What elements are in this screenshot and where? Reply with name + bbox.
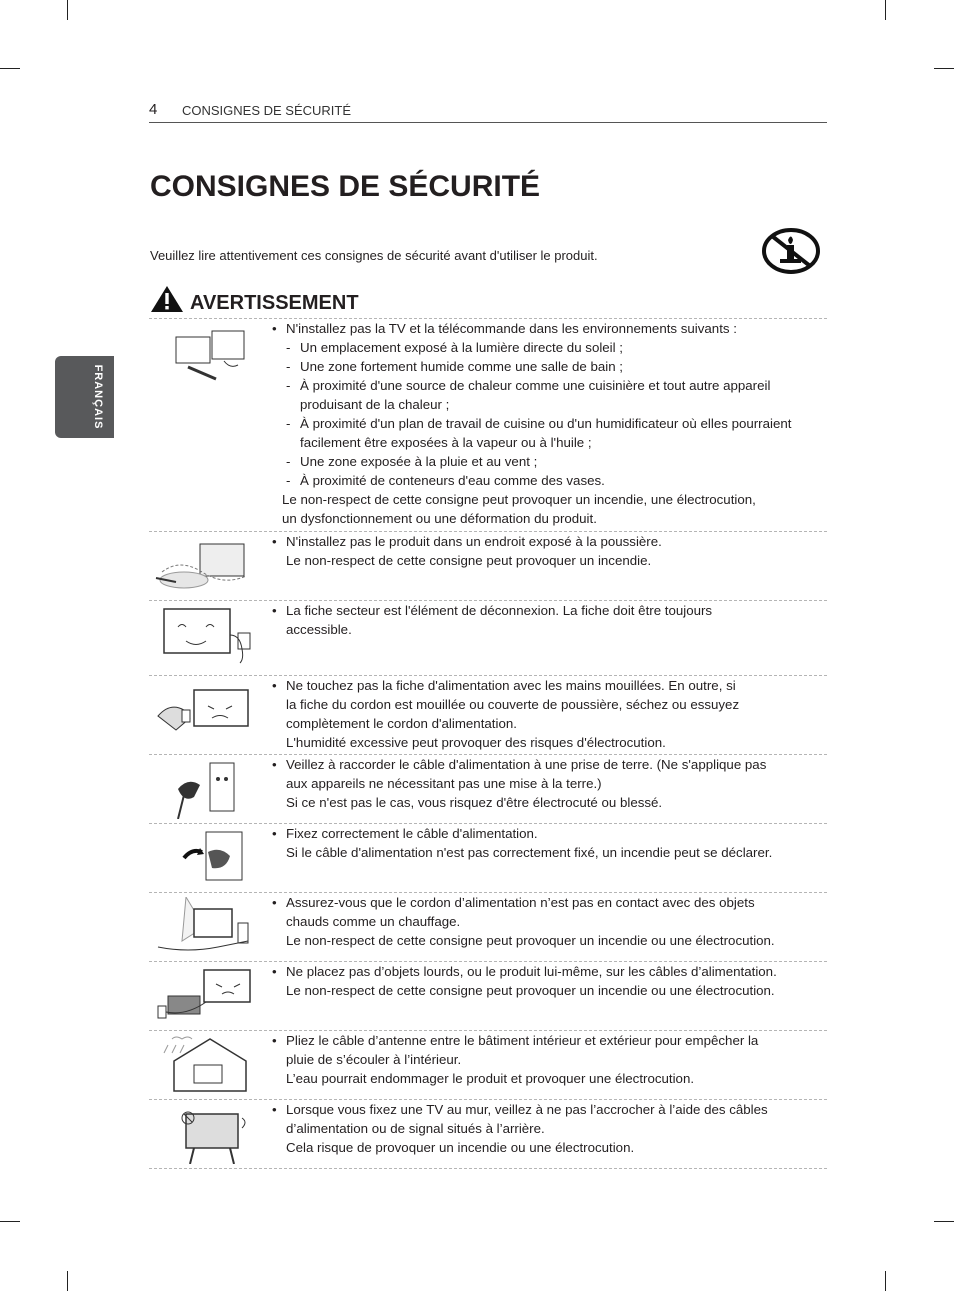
warning-subitem <box>272 414 827 452</box>
warning-row <box>149 823 827 892</box>
warning-instruction: Ne touchez pas la fiche d'alimentation avec les mains mouillées. En outre, si la fiche du cordon est mouillée ou couverte de poussière, séchez ou essuyez complètement le cordon d'alimentation. <box>286 678 740 731</box>
warning-bullet <box>272 601 827 639</box>
warning-consequence: Le non-respect de cette consigne peut provoquer un incendie. <box>286 553 652 568</box>
language-tab <box>55 356 114 438</box>
subitem-text: À proximité d'une source de chaleur comme une cuisinière et tout autre appareil produisant de la chaleur ; <box>300 378 771 412</box>
bullet-dot: • <box>272 534 277 549</box>
warning-row <box>149 961 827 1030</box>
subitem-text: À proximité d'un plan de travail de cuisine ou d'un humidificateur où elles pourraient facilement être exposées à la vapeur ou à l'huile ; <box>300 416 792 450</box>
warning-subitem <box>272 338 827 357</box>
warning-consequence: Le non-respect de cette consigne peut provoquer un incendie ou une électrocution. <box>286 983 775 998</box>
warning-row <box>149 892 827 961</box>
language-tab-label: FRANÇAIS <box>92 364 104 430</box>
antenna-cable-illustration <box>149 1035 259 1095</box>
warning-triangle-icon <box>150 285 184 313</box>
wet-hands-plug-illustration <box>149 680 259 740</box>
no-candle-icon <box>760 226 822 276</box>
warning-text <box>272 1031 827 1088</box>
subitem-text: Une zone fortement humide comme une salle de bain ; <box>300 359 624 374</box>
dusty-tv-illustration <box>149 536 259 596</box>
warning-text <box>272 1100 827 1157</box>
warning-text <box>272 962 827 1000</box>
tv-environments-illustration <box>149 323 259 383</box>
warning-instruction: Fixez correctement le câble d'alimentation. <box>286 826 538 841</box>
subitem-dash: - <box>286 340 291 355</box>
warning-instruction: Ne placez pas d’objets lourds, ou le produit lui-même, sur les câbles d’alimentation. <box>286 964 777 979</box>
bullet-dot: • <box>272 964 277 979</box>
crop-mark <box>0 1221 20 1222</box>
warning-bullet <box>272 1031 827 1069</box>
warning-text <box>272 893 827 950</box>
page-title: CONSIGNES DE SÉCURITÉ <box>150 170 541 203</box>
warning-consequence: Si le câble d'alimentation n'est pas correctement fixé, un incendie peut se déclarer. <box>286 845 773 860</box>
warning-bullet <box>272 1100 827 1138</box>
section-name: CONSIGNES DE SÉCURITÉ <box>182 103 352 118</box>
warning-row <box>149 1099 827 1169</box>
warning-consequence: Le non-respect de cette consigne peut provoquer un incendie, une électrocution, un dysfonctionnement ou une déformation du produit. <box>282 492 756 526</box>
warning-instruction: Assurez-vous que le cordon d’alimentation n’est pas en contact avec des objets chauds comme un chauffage. <box>286 895 755 929</box>
wall-mount-cables-illustration <box>149 1104 259 1164</box>
crop-mark <box>934 68 954 69</box>
warning-row <box>149 600 827 675</box>
warning-bullet <box>272 319 827 338</box>
warning-subitem <box>272 452 827 471</box>
intro-text: Veuillez lire attentivement ces consignes de sécurité avant d'utiliser le produit. <box>150 248 598 263</box>
subitem-dash: - <box>286 359 291 374</box>
warning-row <box>149 318 827 531</box>
warning-instruction: La fiche secteur est l'élément de déconnexion. La fiche doit être toujours accessible. <box>286 603 713 637</box>
bullet-dot: • <box>272 895 277 910</box>
warning-text <box>272 676 827 752</box>
crop-mark <box>885 0 886 20</box>
heater-cord-illustration <box>149 897 259 957</box>
subitem-dash: - <box>286 473 291 488</box>
warning-instruction: N'installez pas la TV et la télécommande dans les environnements suivants : <box>286 321 737 336</box>
warning-bullet <box>272 893 827 931</box>
subitem-dash: - <box>286 416 291 431</box>
warning-consequence: L'humidité excessive peut provoquer des risques d'électrocution. <box>286 735 666 750</box>
subitem-text: Un emplacement exposé à la lumière directe du soleil ; <box>300 340 623 355</box>
warning-bullet <box>272 676 827 733</box>
subitem-text: Une zone exposée à la pluie et au vent ; <box>300 454 538 469</box>
subitem-text: À proximité de conteneurs d'eau comme des vases. <box>300 473 605 488</box>
warning-bullet <box>272 962 827 981</box>
warning-instruction: Veillez à raccorder le câble d'alimentation à une prise de terre. (Ne s'applique pas aux appareils ne nécessitant pas une mise à la terre.) <box>286 757 767 791</box>
bullet-dot: • <box>272 603 277 618</box>
warning-subitem <box>272 357 827 376</box>
warning-subitem <box>272 376 827 414</box>
warning-row <box>149 675 827 754</box>
bullet-dot: • <box>272 1033 277 1048</box>
warning-instruction: Lorsque vous fixez une TV au mur, veillez à ne pas l’accrocher à l’aide des câbles d’alimentation ou de signal situés à l’arrière. <box>286 1102 768 1136</box>
warning-subitem <box>272 471 827 490</box>
warning-instruction: N'installez pas le produit dans un endroit exposé à la poussière. <box>286 534 662 549</box>
page-number: 4 <box>149 101 158 118</box>
bullet-dot: • <box>272 678 277 693</box>
heavy-object-cable-illustration <box>149 966 259 1026</box>
bullet-dot: • <box>272 826 277 841</box>
bullet-dot: • <box>272 1102 277 1117</box>
bullet-dot: • <box>272 321 277 336</box>
crop-mark <box>885 1271 886 1291</box>
subitem-dash: - <box>286 378 291 393</box>
warning-text <box>272 319 827 528</box>
warning-text <box>272 532 827 570</box>
warning-heading: AVERTISSEMENT <box>190 292 359 314</box>
subitem-dash: - <box>286 454 291 469</box>
warning-text <box>272 755 827 812</box>
warning-consequence: Cela risque de provoquer un incendie ou une électrocution. <box>286 1140 635 1155</box>
crop-mark <box>934 1221 954 1222</box>
warning-consequence: L’eau pourrait endommager le produit et provoquer une électrocution. <box>286 1071 695 1086</box>
warning-row <box>149 531 827 600</box>
warning-bullet <box>272 755 827 793</box>
warning-bullet <box>272 824 827 843</box>
page-header <box>149 101 827 123</box>
crop-mark <box>0 68 20 69</box>
warning-text <box>272 824 827 862</box>
warnings-list <box>149 318 827 1169</box>
accessible-plug-illustration <box>149 605 259 665</box>
warning-consequence: Si ce n'est pas le cas, vous risquez d'être électrocuté ou blessé. <box>286 795 663 810</box>
warning-consequence: Le non-respect de cette consigne peut provoquer un incendie ou une électrocution. <box>286 933 775 948</box>
warning-row <box>149 754 827 823</box>
bullet-dot: • <box>272 757 277 772</box>
crop-mark <box>67 1271 68 1291</box>
warning-instruction: Pliez le câble d’antenne entre le bâtiment intérieur et extérieur pour empêcher la pluie de s’écouler à l’intérieur. <box>286 1033 759 1067</box>
crop-mark <box>67 0 68 20</box>
warning-bullet <box>272 532 827 551</box>
warning-row <box>149 1030 827 1099</box>
warning-text <box>272 601 827 639</box>
secure-cable-illustration <box>149 828 259 888</box>
earthed-outlet-illustration <box>149 759 259 819</box>
